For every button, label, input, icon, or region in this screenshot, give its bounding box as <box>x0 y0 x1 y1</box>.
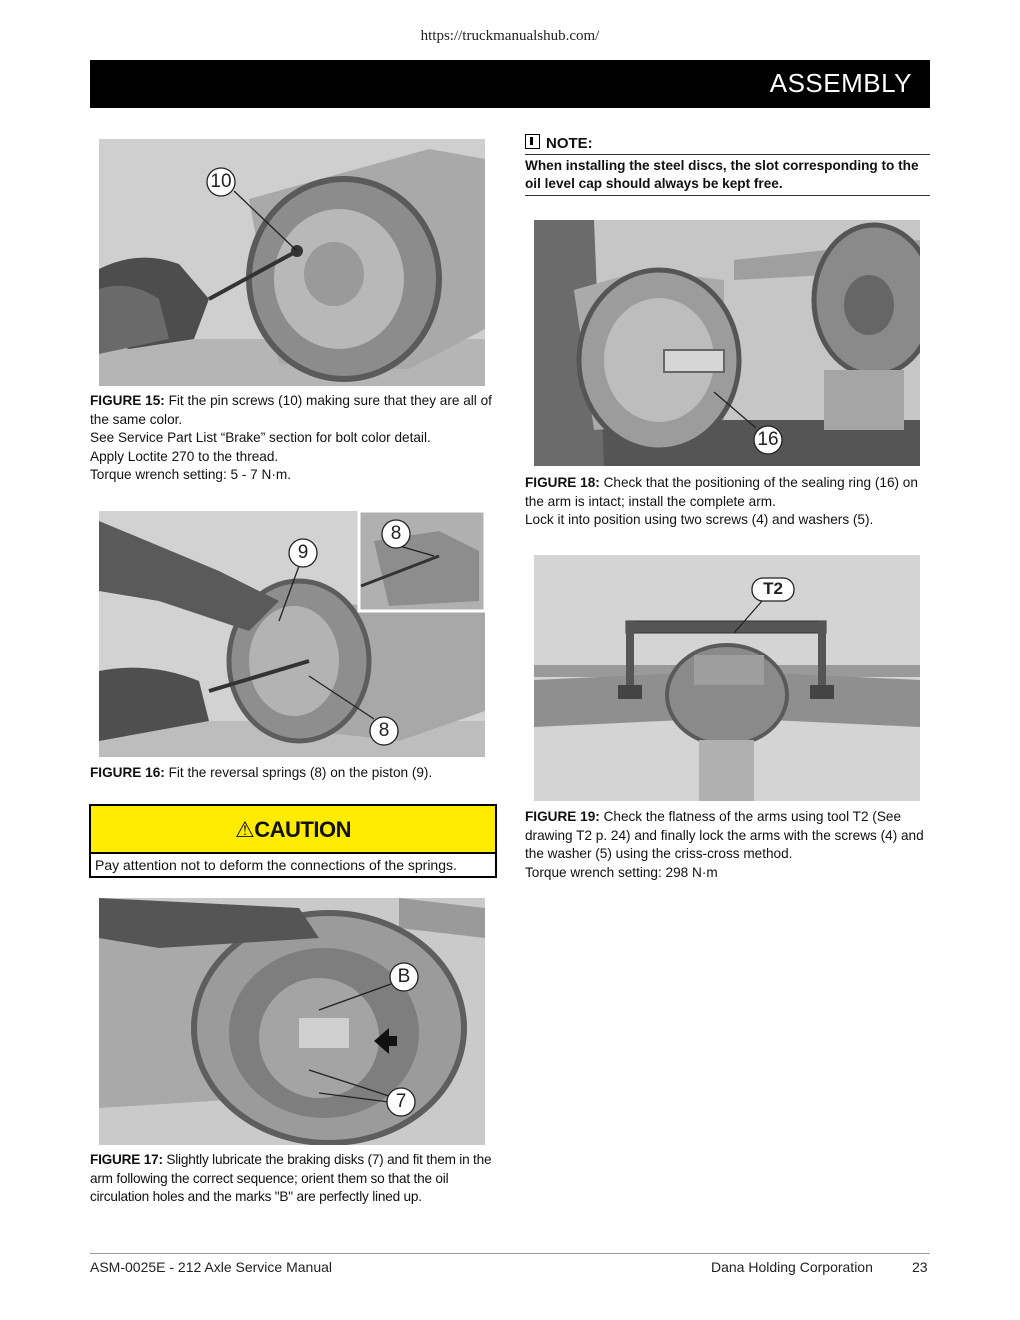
figure-17-callout-7: 7 <box>395 1091 407 1112</box>
figure-15-photo <box>99 139 485 386</box>
figure-16-label: FIGURE 16: <box>90 765 165 780</box>
figure-19-line-1: Check the flatness of the arms using tool T2 (See drawing T2 p. 24) and finally lock the arms with the screws (4) and the washer (5) using the criss-cross method. <box>525 809 924 861</box>
figure-18-line-1: Check that the positioning of the sealing ring (16) on the arm is intact; install the complete arm. <box>525 475 918 509</box>
figure-19-callout: T2 <box>763 579 783 598</box>
section-banner <box>90 60 930 108</box>
warning-triangle-icon: ⚠ <box>235 817 255 842</box>
figure-17-photo <box>99 898 485 1145</box>
figure-15-caption <box>90 392 495 485</box>
figure-15-line-3: Apply Loctite 270 to the thread. <box>90 448 279 464</box>
footer-company: Dana Holding Corporation <box>711 1259 873 1275</box>
page-number: 23 <box>912 1259 928 1275</box>
figure-16-photo <box>99 511 485 757</box>
caution-header <box>91 806 495 854</box>
figure-16-caption <box>90 764 495 783</box>
figure-17-label: FIGURE 17: <box>90 1152 163 1167</box>
figure-17-caption <box>90 1151 495 1207</box>
footer-divider <box>90 1253 930 1254</box>
caution-message: Pay attention not to deform the connections of the springs. <box>95 857 457 873</box>
info-icon <box>525 134 540 149</box>
figure-18-caption <box>525 474 930 530</box>
section-title: ASSEMBLY <box>769 68 912 98</box>
figure-16-callout-8-top: 8 <box>390 523 402 544</box>
figure-19-label: FIGURE 19: <box>525 809 600 824</box>
figure-15-line-4: Torque wrench setting: 5 - 7 N·m. <box>90 467 291 482</box>
caution-box <box>89 804 497 878</box>
figure-17-callout-b: B <box>397 966 411 987</box>
figure-18-callout: 16 <box>757 429 779 450</box>
note-header <box>525 134 930 155</box>
figure-19-line-2: Torque wrench setting: 298 N·m <box>525 864 718 880</box>
figure-19-photo <box>534 555 920 801</box>
figure-17-text: Slightly lubricate the braking disks (7) and fit them in the arm following the correct sequence; orient them so that the oil circulation holes and the marks "B" are perfectly lined up. <box>90 1152 492 1204</box>
figure-18-line-2: Lock it into position using two screws (4) and washers (5). <box>525 512 874 527</box>
figure-15-callout: 10 <box>210 171 232 192</box>
figure-18-photo <box>534 220 920 466</box>
note-title: NOTE: <box>546 135 593 152</box>
source-url: https://truckmanualshub.com/ <box>420 28 600 44</box>
caution-title: CAUTION <box>254 817 351 842</box>
figure-16-callout-8-bottom: 8 <box>378 720 390 741</box>
figure-18-label: FIGURE 18: <box>525 475 600 490</box>
figure-16-text: Fit the reversal springs (8) on the piston (9). <box>168 765 433 780</box>
figure-15-line-2: See Service Part List “Brake” section for bolt color detail. <box>90 430 431 445</box>
figure-15-label: FIGURE 15: <box>90 393 165 408</box>
note-text: When installing the steel discs, the slot corresponding to the oil level cap should always be kept free. <box>525 157 930 196</box>
figure-16-callout-9: 9 <box>297 542 309 563</box>
footer-manual-title: ASM-0025E - 212 Axle Service Manual <box>90 1259 333 1275</box>
figure-19-caption <box>525 808 930 882</box>
figure-15-line-1: Fit the pin screws (10) making sure that they are all of the same color. <box>90 393 492 427</box>
